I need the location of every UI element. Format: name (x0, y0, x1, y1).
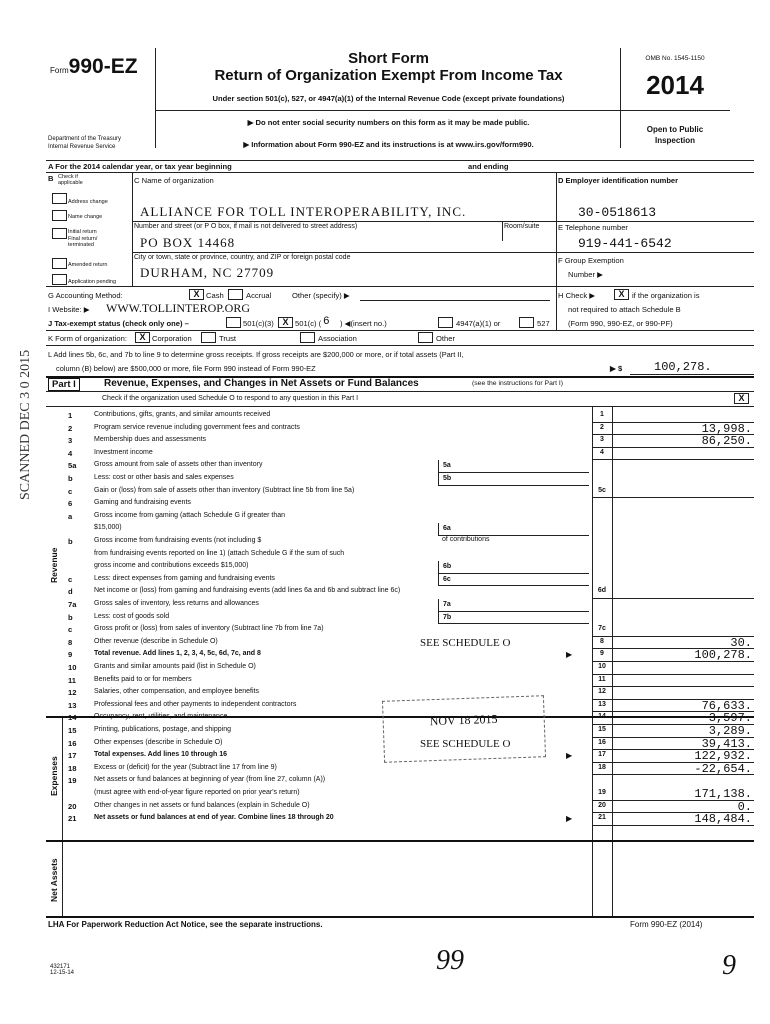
inspection: Inspection (654, 136, 695, 145)
line-description: Salaries, other compensation, and employee benefits (94, 688, 259, 696)
checkbox-527[interactable] (519, 317, 534, 328)
line-l-text1: L Add lines 5b, 6c, and 7b to line 9 to determine gross receipts. If gross receipts are $200,000 or more, or if total assets (Part II, (48, 350, 464, 359)
handwritten-number-1: 99 (436, 945, 464, 976)
line-description: Total revenue. Add lines 1, 2, 3, 4, 5c, 6d, 7c, and 8 (94, 650, 261, 658)
table-row (46, 561, 754, 574)
checkbox-amended-return[interactable] (52, 258, 67, 269)
part-i-title: Revenue, Expenses, and Changes in Net Assets or Fund Balances (104, 378, 419, 389)
line-box-number: 10 (598, 663, 606, 670)
line-amount[interactable]: 100,278. (694, 648, 752, 663)
line-description: Gain or (loss) from sale of assets other than inventory (Subtract line 5b from line 5a) (94, 486, 355, 494)
line-l-text2: column (B) below) are $500,000 or more, file Form 990 instead of Form 990-EZ (56, 364, 316, 373)
org-name: ALLIANCE FOR TOLL INTEROPERABILITY, INC. (140, 204, 467, 219)
lha-notice: LHA For Paperwork Reduction Act Notice, see the separate instructions. (48, 920, 323, 929)
line-box-number: 14 (598, 713, 606, 721)
table-row (46, 435, 754, 448)
ein-value: 30-0518613 (578, 205, 657, 220)
part-i-badge: Part I (48, 378, 80, 391)
tax-year: 2014 (646, 70, 704, 100)
line-amount[interactable]: 3,597. (708, 711, 752, 726)
section-b-label: B (48, 174, 54, 183)
table-row (46, 523, 754, 536)
line-description: Gross income from gaming (attach Schedule G if greater than (94, 511, 286, 519)
accrual-label: Accrual (246, 291, 272, 300)
line-h-text2: not required to attach Schedule B (568, 305, 681, 314)
line-box-number: 11 (598, 675, 606, 683)
inner-amount-box[interactable] (438, 612, 589, 625)
line-box-number: 3 (600, 436, 604, 444)
line-number: 9 (68, 650, 73, 660)
line-description: Net income or (loss) from gaming and fundraising events (add lines 6a and 6b and subtract line 6c) (94, 587, 401, 595)
cash-label: Cash (206, 291, 224, 300)
line-box-number: 20 (598, 801, 606, 809)
line-number: b (68, 537, 73, 546)
501c-number: 6 (323, 316, 330, 328)
street-address: PO BOX 14468 (140, 235, 236, 250)
street-label: Number and street (or P O box, if mail is not delivered to street address) (134, 223, 358, 230)
line-description: Gross sales of inventory, less returns and allowances (94, 600, 259, 607)
line-l-arrow: ▶ $ (610, 364, 623, 373)
expenses-side-label: Expenses (49, 756, 59, 796)
table-row (46, 649, 754, 662)
table-row (46, 536, 754, 549)
ssn-note: ▶ Do not enter social security numbers on this form as it may be made public. (247, 118, 530, 127)
line-number: 15 (68, 726, 77, 735)
table-row (46, 486, 754, 499)
line-description: Contributions, gifts, grants, and similar amounts received (94, 411, 271, 418)
table-row (46, 460, 754, 473)
checkbox-cash[interactable]: X (189, 289, 204, 300)
line-description: Total expenses. Add lines 10 through 16 (94, 751, 228, 759)
subtitle: Under section 501(c), 527, or 4947(a)(1) of the Internal Revenue Code (except private foundations) (212, 94, 565, 103)
line-box-number: 9 (600, 650, 604, 658)
line-box-number: 17 (598, 751, 606, 759)
amended-return-label: Amended return (68, 262, 108, 268)
line-number: 7a (68, 600, 77, 609)
net-assets-side-label: Net Assets (49, 858, 59, 902)
line-amount[interactable]: 3,289. (708, 724, 752, 738)
group-exemption-number: Number ▶ (568, 270, 603, 279)
stamp-date: NOV 18 2015 (429, 711, 498, 729)
inner-amount-box[interactable] (438, 523, 589, 536)
line-number: 14 (68, 713, 77, 723)
4947-label: 4947(a)(1) or (456, 319, 501, 328)
total-arrow-icon: ▶ (566, 751, 573, 761)
association-label: Association (318, 334, 357, 343)
inner-box-label: 5b (443, 475, 452, 482)
org-name-label: C Name of organization (134, 176, 214, 185)
form-word: Form (50, 66, 69, 75)
inner-box-label: 6c (443, 575, 451, 583)
checkbox-schedule-o[interactable]: X (734, 393, 749, 404)
inner-box-label: 6b (443, 563, 452, 571)
line-box-number: 19 (598, 789, 606, 796)
inner-amount-box[interactable] (438, 473, 589, 486)
form-reference: Form 990-EZ (2014) (630, 920, 703, 929)
line-number: 5a (68, 461, 77, 471)
line-number: 10 (68, 663, 77, 672)
line-h-text1: if the organization is (632, 291, 700, 300)
table-row (46, 586, 754, 599)
line-note: of contributions (442, 536, 490, 543)
line-box-number: 7c (598, 625, 606, 633)
checkbox-name-change[interactable] (52, 210, 67, 221)
form-of-org-label: K Form of organization: (48, 334, 127, 343)
department-line1: Department of the Treasury (48, 136, 122, 142)
line-description: gross income and contributions exceeds $15,000) (94, 562, 249, 570)
line-box-number: 6d (597, 587, 607, 595)
line-number: 2 (68, 423, 73, 433)
total-arrow-icon: ▶ (566, 650, 573, 660)
line-box-number: 2 (600, 423, 604, 431)
phone-label: E Telephone number (558, 223, 628, 232)
inner-amount-box[interactable] (438, 561, 589, 574)
checkbox-schedule-b[interactable]: X (614, 289, 629, 300)
table-row (46, 574, 754, 587)
527-label: 527 (537, 319, 550, 328)
name-change-label: Name change (68, 214, 103, 220)
line-box-number: 21 (598, 814, 606, 822)
line-number: c (68, 574, 73, 584)
scanned-stamp: SCANNED DEC 3 0 2015 (18, 349, 33, 500)
other-method-label: Other (specify) ▶ (292, 291, 350, 300)
table-row (46, 662, 754, 675)
website-value[interactable]: WWW.TOLLINTEROP.ORG (106, 301, 250, 315)
line-box-number: 13 (598, 700, 606, 708)
501c3-label: 501(c)(3) (243, 319, 274, 328)
department-line2: Internal Revenue Service (48, 144, 116, 150)
amount-underline (592, 825, 754, 826)
checkbox-501c[interactable]: X (278, 317, 293, 328)
line-number: 20 (68, 801, 77, 811)
line-number: 17 (68, 751, 77, 761)
line-amount[interactable]: 122,932. (694, 749, 752, 764)
line-amount[interactable]: 13,998. (701, 421, 752, 436)
city-label: City or town, state or province, country, and ZIP or foreign postal code (134, 254, 351, 261)
line-number: b (68, 474, 73, 483)
checkbox-501c3[interactable] (226, 317, 241, 328)
line-description: Gaming and fundraising events (94, 499, 191, 507)
city-state-zip: DURHAM, NC 27709 (140, 265, 275, 280)
trust-label: Trust (219, 334, 237, 343)
line-amount[interactable]: 76,633. (701, 698, 752, 713)
open-to-public: Open to Public (646, 125, 704, 134)
line-description: Gross amount from sale of assets other than inventory (94, 461, 263, 469)
line-number: b (68, 612, 73, 622)
line-number: 19 (68, 776, 77, 786)
checkbox-other-org[interactable] (418, 332, 433, 343)
section-b-check-if: Check if applicable (58, 174, 83, 186)
line-box-number: 5c (598, 486, 606, 494)
phone-value: 919-441-6542 (578, 236, 672, 251)
checkbox-address-change[interactable] (52, 193, 67, 204)
checkbox-association[interactable] (300, 332, 315, 343)
line-h-text3: (Form 990, 990-EZ, or 990-PF) (568, 319, 673, 328)
line-box-number: 15 (598, 726, 606, 733)
line-a-ending: and ending (468, 162, 509, 171)
checkbox-corporation[interactable]: X (135, 332, 150, 343)
line-box-number: 16 (598, 738, 606, 746)
line-description: $15,000) (94, 524, 122, 532)
ein-label: D Employer identification number (558, 176, 679, 185)
line-number: d (68, 587, 73, 597)
revenue-side-label: Revenue (49, 547, 59, 583)
schedule-o-check-text: Check if the organization used Schedule O to respond to any question in this Part I (102, 395, 359, 402)
line-description: Benefits paid to or for members (94, 675, 192, 683)
inner-box-label: 6a (443, 525, 451, 533)
line-number: 13 (68, 700, 77, 710)
received-stamp (382, 695, 546, 763)
line-box-number: 8 (600, 637, 604, 645)
line-amount[interactable]: -22,654. (694, 761, 752, 776)
line-number: 18 (68, 763, 77, 773)
line-description: Printing, publications, postage, and shipping (94, 726, 231, 733)
final-return-label: Final return/ terminated (68, 236, 98, 248)
line-number: a (68, 511, 73, 521)
tax-exempt-label: J Tax-exempt status (check only one) – (48, 319, 189, 328)
room-suite-label: Room/suite (504, 223, 540, 230)
line-number: 1 (68, 411, 73, 420)
table-row (46, 612, 754, 625)
line-number: 11 (68, 675, 77, 685)
application-pending-label: Application pending (68, 279, 117, 285)
checkbox-trust[interactable] (201, 332, 216, 343)
inner-box-label: 5a (443, 462, 451, 470)
line-description: (must agree with end-of-year figure reported on prior year's return) (94, 789, 300, 796)
checkbox-accrual[interactable] (228, 289, 243, 300)
form-code: 990-EZ (68, 55, 138, 78)
line-description: Less: cost or other basis and sales expenses (94, 474, 234, 481)
initial-return-label: Initial return (68, 229, 97, 235)
table-row (46, 473, 754, 486)
line-amount[interactable]: 148,484. (694, 812, 752, 827)
title-short-form: Short Form (348, 50, 429, 67)
corporation-label: Corporation (152, 334, 192, 343)
line-box-number: 12 (598, 688, 606, 696)
group-exemption-label: F Group Exemption (558, 256, 624, 265)
line-number: c (68, 625, 73, 635)
line-number: 8 (68, 637, 73, 647)
line-description: Less: direct expenses from gaming and fundraising events (94, 574, 275, 582)
line-description: Other revenue (describe in Schedule O) (94, 637, 218, 645)
line-description: Net assets or fund balances at end of year. Combine lines 18 through 20 (94, 814, 334, 822)
line-description: Excess or (deficit) for the year (Subtract line 17 from line 9) (94, 763, 277, 771)
line-a-label: A For the 2014 calendar year, or tax year beginning (48, 162, 232, 171)
line-number: 3 (68, 436, 73, 446)
line-description: Occupancy, rent, utilities, and maintenance (94, 713, 228, 721)
table-row (46, 448, 754, 461)
omb-number: OMB No. 1545-1150 (645, 55, 705, 62)
insert-no-label: ) ◀(insert no.) (340, 319, 387, 328)
line-description: Investment income (94, 448, 153, 456)
line-description: Professional fees and other payments to independent contractors (94, 700, 297, 708)
table-row (46, 511, 754, 524)
other-org-label: Other (436, 334, 455, 343)
info-note: ▶ Information about Form 990-EZ and its instructions is at www.irs.gov/form990. (243, 140, 534, 149)
line-box-number: 1 (600, 411, 604, 418)
inner-box-label: 7b (443, 613, 452, 621)
table-row (46, 599, 754, 612)
line-h-label: H Check ▶ (558, 291, 596, 300)
line-number: 21 (68, 814, 77, 824)
line-amount[interactable]: 30. (730, 635, 752, 650)
line-note: SEE SCHEDULE O (420, 636, 511, 649)
line-number: 4 (68, 448, 73, 458)
handwritten-number-2: 9 (722, 950, 736, 981)
checkbox-application-pending[interactable] (52, 274, 67, 285)
line-number: 16 (68, 738, 77, 748)
line-description: Membership dues and assessments (94, 436, 207, 444)
line-number: c (68, 486, 73, 496)
website-label: I Website: ▶ (48, 305, 90, 314)
line-number: 6 (68, 499, 73, 509)
line-description: Program service revenue including government fees and contracts (94, 423, 300, 431)
title-main: Return of Organization Exempt From Income Tax (214, 67, 563, 84)
line-amount[interactable]: 171,138. (694, 787, 752, 801)
part-i-title-note: (see the instructions for Part I) (472, 380, 564, 387)
table-row (46, 498, 754, 511)
line-description: Gross profit or (loss) from sales of inventory (Subtract line 7b from line 7a) (94, 625, 324, 633)
line-description: Less: cost of goods sold (94, 612, 170, 620)
gross-receipts-amount: 100,278. (654, 360, 712, 374)
inner-amount-box[interactable] (438, 574, 589, 587)
line-box-number: 4 (600, 448, 604, 456)
checkbox-4947[interactable] (438, 317, 453, 328)
address-change-label: Address change (68, 199, 108, 205)
inner-amount-box[interactable] (438, 599, 589, 612)
line-description: Gross income from fundraising events (not including $ (94, 537, 262, 544)
total-arrow-icon: ▶ (566, 814, 573, 824)
line-amount[interactable]: 39,413. (701, 736, 752, 751)
table-row (46, 675, 754, 688)
line-amount[interactable]: 0. (737, 799, 752, 814)
table-row (46, 549, 754, 562)
inner-amount-box[interactable] (438, 460, 589, 473)
form-code-footer: 432171 12-15-14 (50, 964, 75, 976)
line-box-number: 18 (598, 763, 606, 771)
line-description: Net assets or fund balances at beginning of year (from line 27, column (A)) (94, 776, 326, 784)
accounting-method-label: G Accounting Method: (48, 291, 123, 300)
line-number: 12 (68, 688, 77, 698)
line-amount[interactable]: 86,250. (701, 434, 752, 449)
line-description: Other expenses (describe in Schedule O) (94, 738, 223, 746)
checkbox-initial-return[interactable] (52, 228, 67, 239)
501c-label: 501(c) ( (295, 319, 322, 328)
form-number (50, 55, 138, 79)
line-description: from fundraising events reported on line 1) (attach Schedule G if the sum of such (94, 549, 345, 557)
line-note: SEE SCHEDULE O (420, 737, 511, 750)
line-description: Grants and similar amounts paid (list in Schedule O) (94, 663, 256, 670)
inner-box-label: 7a (443, 601, 451, 608)
table-row (46, 813, 754, 826)
line-description: Other changes in net assets or fund balances (explain in Schedule O) (94, 801, 310, 809)
table-row (46, 763, 754, 776)
